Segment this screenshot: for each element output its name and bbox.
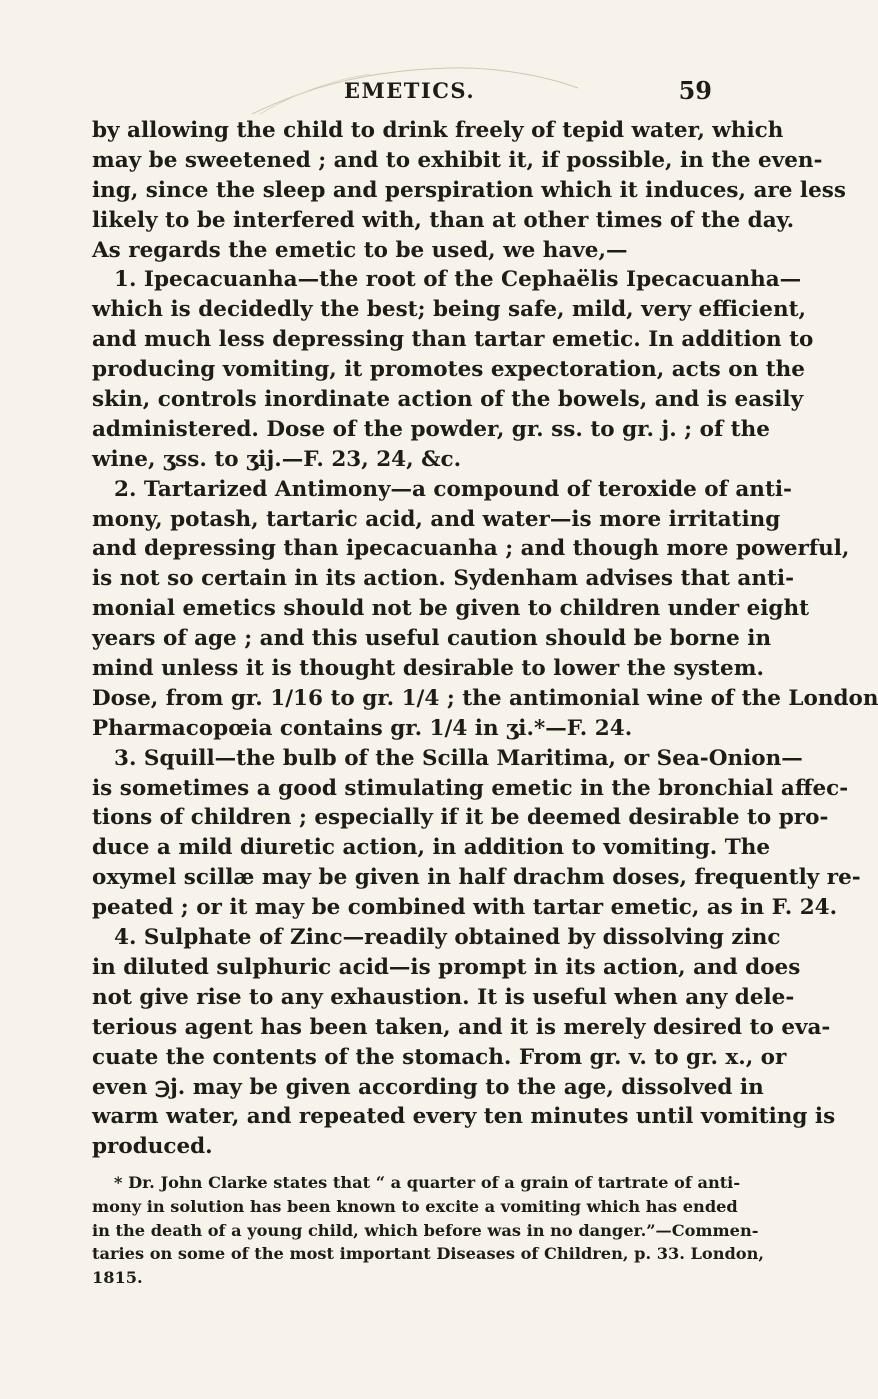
footnote-line: mony in solution has been known to excite a vomiting which has ended (92, 1196, 738, 1216)
footnote-line: in the death of a young child, which before was in no danger.”—Commen- (92, 1220, 759, 1240)
body-line: and much less depressing than tartar emetic. In addition to (92, 327, 814, 353)
body-line: even ℈j. may be given according to the age, dissolved in (92, 1074, 764, 1100)
body-line: mony, potash, tartaric acid, and water—is more irritating (92, 506, 781, 532)
body-line: peated ; or it may be combined with tartar emetic, as in F. 24. (92, 895, 838, 921)
body-line: Dose, from gr. 1/16 to gr. 1/4 ; the antimonial wine of the London (92, 685, 878, 711)
footnote-line: 1815. (92, 1268, 143, 1288)
section-tartarized-antimony: 2. Tartarized Antimony—a compound of teroxide of anti- (114, 476, 792, 502)
body-line: and depressing than ipecacuanha ; and though more powerful, (92, 536, 850, 562)
body-line: tions of children ; especially if it be deemed desirable to pro- (92, 805, 829, 831)
footnote-line: * Dr. John Clarke states that “ a quarter of a grain of tartrate of anti- (114, 1173, 741, 1192)
body-line: duce a mild diuretic action, in addition to vomiting. The (92, 835, 771, 861)
body-line: may be sweetened ; and to exhibit it, if possible, in the even- (92, 147, 823, 173)
body-line: Pharmacopœia contains gr. 1/4 in ʒi.*—F. 24. (92, 715, 633, 741)
body-line: not give rise to any exhaustion. It is useful when any dele- (92, 984, 795, 1010)
body-line: administered. Dose of the powder, gr. ss. to gr. j. ; of the (92, 416, 770, 442)
footnote (92, 1171, 765, 1290)
body-line: oxymel scillæ may be given in half drachm doses, frequently re- (92, 865, 861, 891)
body-line: monial emetics should not be given to children under eight (92, 596, 810, 622)
body-line: is sometimes a good stimulating emetic in the bronchial affec- (92, 775, 849, 801)
body-line: ing, since the sleep and perspiration which it induces, are less (92, 177, 846, 203)
body-line: skin, controls inordinate action of the bowels, and is easily (92, 387, 804, 413)
body-line: warm water, and repeated every ten minutes until vomiting is (92, 1104, 836, 1130)
running-title: EMETICS. (344, 78, 476, 103)
body-line: wine, ʒss. to ʒij.—F. 23, 24, &c. (92, 446, 462, 472)
section-sulphate-of-zinc: 4. Sulphate of Zinc—readily obtained by dissolving zinc (114, 925, 781, 951)
section-ipecacuanha: 1. Ipecacuanha—the root of the Cephaëlis Ipecacuanha— (114, 267, 802, 293)
body-line: which is decidedly the best; being safe, mild, very efficient, (92, 297, 807, 323)
body-line: producing vomiting, it promotes expectoration, acts on the (92, 357, 805, 383)
footnote-line: taries on some of the most important Diseases of Children, p. 33. London, (92, 1244, 765, 1264)
body-line: terious agent has been taken, and it is merely desired to eva- (92, 1014, 831, 1040)
body-line: is not so certain in its action. Sydenham advises that anti- (92, 566, 795, 592)
running-head (344, 78, 712, 108)
body-line: cuate the contents of the stomach. From gr. v. to gr. x., or (92, 1044, 787, 1070)
body-line: produced. (92, 1134, 213, 1160)
body-line: in diluted sulphuric acid—is prompt in its action, and does (92, 954, 801, 980)
body-line: years of age ; and this useful caution should be borne in (92, 626, 772, 652)
body-line: mind unless it is thought desirable to lower the system. (92, 656, 764, 682)
body-line: likely to be interfered with, than at other times of the day. (92, 207, 795, 233)
page-number: 59 (678, 76, 712, 105)
body-text (92, 116, 878, 1162)
body-line: by allowing the child to drink freely of tepid water, which (92, 118, 784, 143)
body-line: As regards the emetic to be used, we have,— (92, 237, 628, 263)
section-squill: 3. Squill—the bulb of the Scilla Maritima, or Sea-Onion— (114, 745, 803, 771)
